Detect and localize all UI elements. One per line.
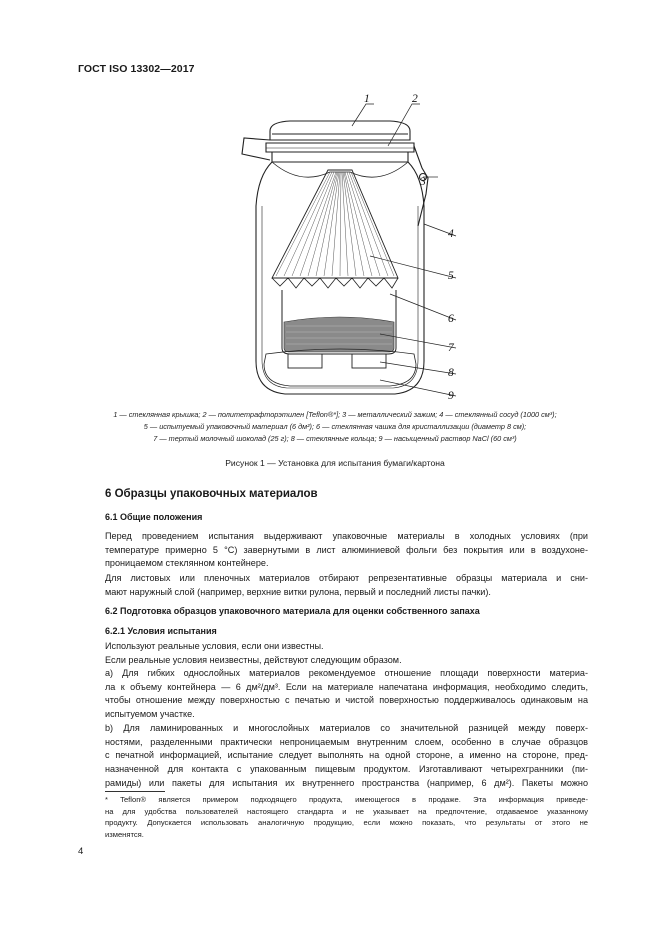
figure-label-5: 5 [448, 270, 454, 282]
text-line: испытуемом участке. [105, 709, 195, 720]
text-line: ностями, разделенными практически непроницаемым внутренним слоем, особенно в случае образцов [105, 736, 588, 747]
paragraph-b [105, 722, 588, 791]
subsection-title: 6.2.1 Условия испытания [105, 626, 217, 636]
text-line: ла к объему контейнера — 6 дм²/дм³. Если на материале напечатана информация, необходимо следить, [105, 681, 588, 692]
paragraph-a [105, 667, 588, 722]
figure-label-8: 8 [448, 367, 454, 379]
text-line: температуре примерно 5 °С) завернутыми в лист алюминиевой фольги без покрытия или в воздухоне- [105, 544, 588, 555]
text-line: а) Для гибких однослойных материалов рекомендуемое отношение площади поверхности материа- [105, 668, 588, 678]
section-title: 6 Образцы упаковочных материалов [105, 488, 318, 500]
text-line: рамиды) или пакеты для испытания их внутреннего пространства (например, 6 дм²). Пакеты можно [105, 777, 588, 788]
text-line: мают наружный слой (например, верхние витки рулона, первый и последний листы пачки). [105, 586, 491, 597]
figure-legend-line: 1 — стеклянная крышка; 2 — политетрафторэтилен [Teflon®*]; 3 — металлический зажим; 4 — стеклянный сосуд (1000 см³); [113, 410, 557, 419]
paragraph [105, 530, 588, 571]
figure-label-1: 1 [364, 93, 370, 105]
figure-label-6: 6 [448, 313, 454, 325]
page-number: 4 [78, 846, 84, 857]
figure-label-2: 2 [412, 93, 418, 105]
figure-caption: Рисунок 1 — Установка для испытания бумаги/картона [225, 458, 445, 468]
footnote [105, 794, 588, 840]
paragraph [105, 640, 588, 667]
figure-label-3: 3 [420, 176, 426, 188]
text-line: назначенной для контакта с упакованным пищевым продуктом. Изготавливают четырехгранники (пи- [105, 764, 588, 775]
figure-label-7: 7 [448, 342, 454, 354]
subsection-title: 6.2 Подготовка образцов упаковочного материала для оценки собственного запаха [105, 606, 480, 616]
text-line: Используют реальные условия, если они известны. [105, 641, 324, 651]
text-line: Для листовых или пленочных материалов отбирают репрезентативные образцы материала и сни- [105, 573, 588, 583]
figure-legend-line: 5 — испытуемый упаковочный материал (6 дм²); 6 — стеклянная чашка для кристаллизации (диаметр 8 см); [143, 422, 527, 431]
figure-label-9: 9 [448, 390, 454, 402]
text-line: с печатной информацией, испытание следует выполнять на одной стороне, а именно на стороне, пред- [105, 750, 588, 761]
figure-label-4: 4 [448, 228, 454, 240]
paragraph [105, 572, 588, 599]
footnote-separator [105, 791, 165, 792]
text-line: чтобы отношение между поверхностью с печатью и чистой поверхностью поддерживалось одинаковым на [105, 695, 588, 706]
footnote-line: * Teflon® является примером подходящего продукта, имеющегося в продаже. Эта информация приведе- [105, 795, 588, 804]
jar-apparatus-figure [230, 86, 460, 406]
text-line: проницаемом стеклянном контейнере. [105, 558, 269, 569]
footnote-line: на для удобства пользователей настоящего стандарта и не указывает на предпочтение, отдаваемое указанному [105, 806, 588, 816]
footnote-line: изменятся. [105, 829, 144, 839]
footnote-line: продукту. Допускается использовать аналогичную продукцию, если можно показать, что результаты от этого не [105, 818, 588, 827]
figure-legend-line: 7 — тертый молочный шоколад (25 г); 8 — стеклянные кольца; 9 — насыщенный раствор NaCl (60 см³) [153, 434, 517, 443]
text-line: Перед проведением испытания выдерживают упаковочные материалы в холодных условиях (при [105, 531, 588, 541]
subsection-title: 6.1 Общие положения [105, 512, 203, 522]
text-line: b) Для ламинированных и многослойных материалов со значительной разницей между поверх- [105, 723, 588, 733]
text-line: Если реальные условия неизвестны, действуют следующим образом. [105, 654, 402, 665]
document-header: ГОСТ ISO 13302—2017 [78, 63, 195, 75]
